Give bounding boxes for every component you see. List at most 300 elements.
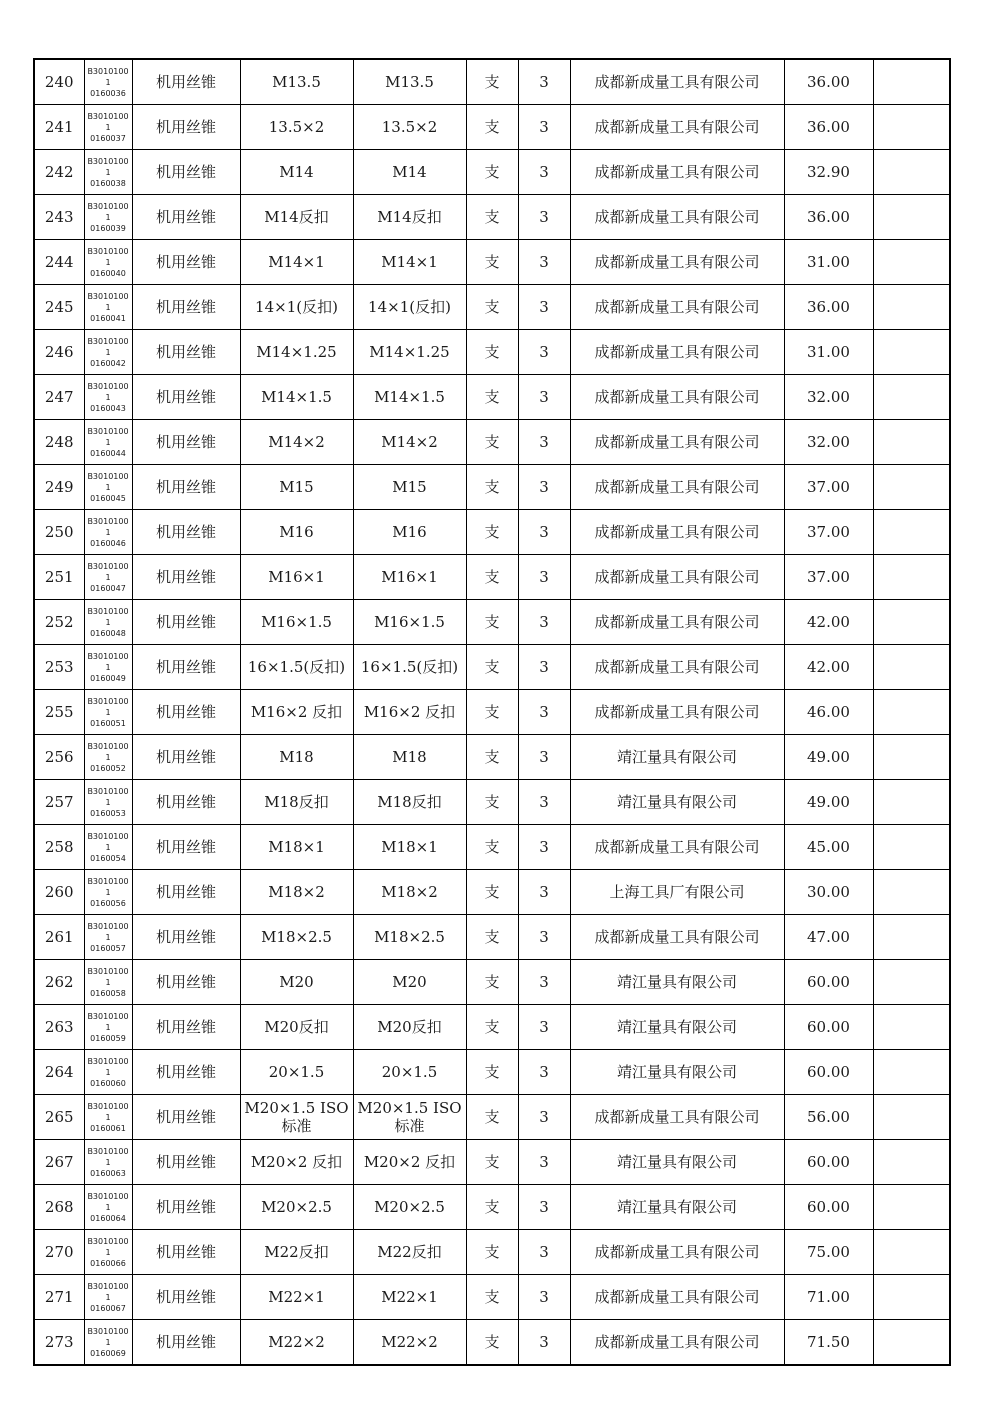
- material-code-line: B30101001: [87, 1101, 129, 1122]
- material-code-line: 0160059: [90, 1033, 126, 1043]
- table-row: [34, 555, 950, 600]
- cell-unit-price: 32.00: [784, 375, 873, 420]
- table-row: [34, 1230, 950, 1275]
- cell-seq-no: 243: [34, 195, 84, 240]
- cell-manufacturer: 成都新成量工具有限公司: [570, 330, 784, 375]
- cell-unit-price: 31.00: [784, 330, 873, 375]
- material-code-line: 0160049: [90, 673, 126, 683]
- cell-material-code: [84, 105, 132, 150]
- cell-product-name: 机用丝锥: [132, 960, 240, 1005]
- cell-model: M14×1.5: [353, 375, 466, 420]
- cell-seq-no: 252: [34, 600, 84, 645]
- cell-remarks: [873, 195, 950, 240]
- cell-spec: 20×1.5: [240, 1050, 353, 1095]
- cell-material-code: [84, 825, 132, 870]
- material-code-line: 0160064: [90, 1213, 126, 1223]
- cell-seq-no: 265: [34, 1095, 84, 1140]
- cell-spec: 13.5×2: [240, 105, 353, 150]
- cell-quantity: 3: [518, 600, 570, 645]
- cell-unit-price: 71.50: [784, 1320, 873, 1366]
- cell-product-name: 机用丝锥: [132, 420, 240, 465]
- cell-product-name: 机用丝锥: [132, 59, 240, 105]
- cell-quantity: 3: [518, 645, 570, 690]
- cell-quantity: 3: [518, 735, 570, 780]
- cell-unit: 支: [466, 1230, 518, 1275]
- cell-unit-price: 37.00: [784, 465, 873, 510]
- cell-quantity: 3: [518, 1185, 570, 1230]
- material-code-line: 0160046: [90, 538, 126, 548]
- cell-material-code: [84, 690, 132, 735]
- table-row: [34, 420, 950, 465]
- cell-material-code: [84, 150, 132, 195]
- cell-product-name: 机用丝锥: [132, 1005, 240, 1050]
- cell-remarks: [873, 150, 950, 195]
- table-row: [34, 59, 950, 105]
- material-code-line: B30101001: [87, 111, 129, 132]
- cell-material-code: [84, 420, 132, 465]
- cell-seq-no: 264: [34, 1050, 84, 1095]
- cell-manufacturer: 成都新成量工具有限公司: [570, 150, 784, 195]
- cell-unit-price: 60.00: [784, 1050, 873, 1095]
- cell-unit: 支: [466, 195, 518, 240]
- cell-quantity: 3: [518, 1230, 570, 1275]
- cell-product-name: 机用丝锥: [132, 555, 240, 600]
- cell-model: M14反扣: [353, 195, 466, 240]
- material-code-line: B30101001: [87, 381, 129, 402]
- cell-manufacturer: 成都新成量工具有限公司: [570, 240, 784, 285]
- cell-spec: M18×2.5: [240, 915, 353, 960]
- cell-model: M16×1.5: [353, 600, 466, 645]
- cell-spec: M14×2: [240, 420, 353, 465]
- table-row: [34, 600, 950, 645]
- cell-material-code: [84, 195, 132, 240]
- cell-quantity: 3: [518, 420, 570, 465]
- cell-unit: 支: [466, 555, 518, 600]
- cell-remarks: [873, 105, 950, 150]
- material-code-line: B30101001: [87, 66, 129, 87]
- table-row: [34, 645, 950, 690]
- cell-seq-no: 246: [34, 330, 84, 375]
- table-row: [34, 1275, 950, 1320]
- cell-unit: 支: [466, 330, 518, 375]
- cell-unit-price: 36.00: [784, 195, 873, 240]
- cell-unit-price: 56.00: [784, 1095, 873, 1140]
- cell-unit-price: 46.00: [784, 690, 873, 735]
- table-row: [34, 105, 950, 150]
- cell-seq-no: 240: [34, 59, 84, 105]
- material-code-line: B30101001: [87, 336, 129, 357]
- cell-spec: M20反扣: [240, 1005, 353, 1050]
- cell-unit: 支: [466, 825, 518, 870]
- cell-material-code: [84, 555, 132, 600]
- material-code-line: B30101001: [87, 1326, 129, 1347]
- cell-spec: M16: [240, 510, 353, 555]
- cell-quantity: 3: [518, 195, 570, 240]
- cell-model: M18: [353, 735, 466, 780]
- material-code-line: 0160042: [90, 358, 126, 368]
- cell-material-code: [84, 1095, 132, 1140]
- cell-unit: 支: [466, 1095, 518, 1140]
- table-row: [34, 825, 950, 870]
- cell-spec: M18×2: [240, 870, 353, 915]
- cell-spec: M14×1.5: [240, 375, 353, 420]
- cell-material-code: [84, 510, 132, 555]
- cell-unit-price: 75.00: [784, 1230, 873, 1275]
- material-code-line: 0160056: [90, 898, 126, 908]
- cell-quantity: 3: [518, 825, 570, 870]
- cell-spec: M14: [240, 150, 353, 195]
- material-code-line: 0160047: [90, 583, 126, 593]
- cell-spec: M16×2 反扣: [240, 690, 353, 735]
- cell-unit-price: 71.00: [784, 1275, 873, 1320]
- material-code-line: 0160045: [90, 493, 126, 503]
- cell-seq-no: 255: [34, 690, 84, 735]
- cell-model: M14×2: [353, 420, 466, 465]
- cell-quantity: 3: [518, 1050, 570, 1095]
- cell-seq-no: 251: [34, 555, 84, 600]
- cell-quantity: 3: [518, 1095, 570, 1140]
- cell-seq-no: 250: [34, 510, 84, 555]
- cell-manufacturer: 成都新成量工具有限公司: [570, 1095, 784, 1140]
- cell-product-name: 机用丝锥: [132, 825, 240, 870]
- cell-remarks: [873, 960, 950, 1005]
- cell-seq-no: 267: [34, 1140, 84, 1185]
- table-row: [34, 1005, 950, 1050]
- cell-remarks: [873, 465, 950, 510]
- cell-model: M13.5: [353, 59, 466, 105]
- cell-quantity: 3: [518, 1005, 570, 1050]
- material-code-line: 0160036: [90, 88, 126, 98]
- cell-seq-no: 273: [34, 1320, 84, 1366]
- cell-quantity: 3: [518, 1275, 570, 1320]
- cell-manufacturer: 成都新成量工具有限公司: [570, 195, 784, 240]
- cell-manufacturer: 成都新成量工具有限公司: [570, 1275, 784, 1320]
- cell-product-name: 机用丝锥: [132, 330, 240, 375]
- table-row: [34, 465, 950, 510]
- cell-unit-price: 32.90: [784, 150, 873, 195]
- cell-product-name: 机用丝锥: [132, 465, 240, 510]
- cell-unit-price: 47.00: [784, 915, 873, 960]
- cell-remarks: [873, 1140, 950, 1185]
- cell-material-code: [84, 1005, 132, 1050]
- cell-manufacturer: 靖江量具有限公司: [570, 1050, 784, 1095]
- cell-manufacturer: 靖江量具有限公司: [570, 1140, 784, 1185]
- cell-product-name: 机用丝锥: [132, 1275, 240, 1320]
- cell-manufacturer: 成都新成量工具有限公司: [570, 420, 784, 465]
- cell-seq-no: 248: [34, 420, 84, 465]
- cell-material-code: [84, 1275, 132, 1320]
- material-code-line: B30101001: [87, 1011, 129, 1032]
- cell-unit: 支: [466, 105, 518, 150]
- cell-spec: M16×1.5: [240, 600, 353, 645]
- cell-material-code: [84, 1140, 132, 1185]
- cell-product-name: 机用丝锥: [132, 735, 240, 780]
- cell-material-code: [84, 375, 132, 420]
- cell-manufacturer: 成都新成量工具有限公司: [570, 690, 784, 735]
- cell-remarks: [873, 1005, 950, 1050]
- cell-quantity: 3: [518, 150, 570, 195]
- material-code-line: 0160044: [90, 448, 126, 458]
- cell-spec: M18反扣: [240, 780, 353, 825]
- cell-model: M18×2.5: [353, 915, 466, 960]
- cell-remarks: [873, 555, 950, 600]
- cell-seq-no: 256: [34, 735, 84, 780]
- cell-unit: 支: [466, 600, 518, 645]
- cell-manufacturer: 成都新成量工具有限公司: [570, 915, 784, 960]
- cell-model: M16: [353, 510, 466, 555]
- cell-remarks: [873, 1320, 950, 1366]
- cell-material-code: [84, 915, 132, 960]
- cell-quantity: 3: [518, 330, 570, 375]
- cell-product-name: 机用丝锥: [132, 1050, 240, 1095]
- cell-product-name: 机用丝锥: [132, 105, 240, 150]
- cell-manufacturer: 上海工具厂有限公司: [570, 870, 784, 915]
- cell-manufacturer: 靖江量具有限公司: [570, 1185, 784, 1230]
- cell-remarks: [873, 330, 950, 375]
- material-code-line: B30101001: [87, 1191, 129, 1212]
- cell-material-code: [84, 735, 132, 780]
- table-row: [34, 375, 950, 420]
- cell-seq-no: 262: [34, 960, 84, 1005]
- table-row: [34, 1095, 950, 1140]
- cell-model: M18×2: [353, 870, 466, 915]
- cell-material-code: [84, 1050, 132, 1095]
- cell-unit: 支: [466, 285, 518, 330]
- cell-unit: 支: [466, 1140, 518, 1185]
- material-code-line: 0160054: [90, 853, 126, 863]
- cell-product-name: 机用丝锥: [132, 150, 240, 195]
- cell-remarks: [873, 1050, 950, 1095]
- material-code-line: B30101001: [87, 696, 129, 717]
- cell-spec: M22反扣: [240, 1230, 353, 1275]
- table-row: [34, 1185, 950, 1230]
- cell-spec: M14反扣: [240, 195, 353, 240]
- table-row: [34, 690, 950, 735]
- cell-remarks: [873, 645, 950, 690]
- cell-unit-price: 49.00: [784, 735, 873, 780]
- cell-manufacturer: 靖江量具有限公司: [570, 780, 784, 825]
- cell-model: M16×2 反扣: [353, 690, 466, 735]
- cell-quantity: 3: [518, 690, 570, 735]
- cell-manufacturer: 靖江量具有限公司: [570, 1005, 784, 1050]
- cell-seq-no: 253: [34, 645, 84, 690]
- cell-unit-price: 42.00: [784, 645, 873, 690]
- cell-remarks: [873, 1230, 950, 1275]
- cell-material-code: [84, 285, 132, 330]
- cell-manufacturer: 成都新成量工具有限公司: [570, 645, 784, 690]
- material-code-line: 0160061: [90, 1123, 126, 1133]
- cell-product-name: 机用丝锥: [132, 375, 240, 420]
- cell-material-code: [84, 240, 132, 285]
- material-code-line: 0160051: [90, 718, 126, 728]
- cell-remarks: [873, 870, 950, 915]
- material-code-line: B30101001: [87, 1281, 129, 1302]
- cell-remarks: [873, 735, 950, 780]
- cell-unit-price: 45.00: [784, 825, 873, 870]
- cell-manufacturer: 成都新成量工具有限公司: [570, 600, 784, 645]
- material-code-line: B30101001: [87, 831, 129, 852]
- cell-unit: 支: [466, 690, 518, 735]
- cell-quantity: 3: [518, 375, 570, 420]
- cell-model: 16×1.5(反扣): [353, 645, 466, 690]
- cell-unit-price: 32.00: [784, 420, 873, 465]
- cell-unit: 支: [466, 780, 518, 825]
- cell-material-code: [84, 330, 132, 375]
- cell-spec: 14×1(反扣): [240, 285, 353, 330]
- material-code-line: B30101001: [87, 1056, 129, 1077]
- cell-quantity: 3: [518, 105, 570, 150]
- cell-material-code: [84, 600, 132, 645]
- cell-seq-no: 257: [34, 780, 84, 825]
- cell-unit-price: 49.00: [784, 780, 873, 825]
- cell-quantity: 3: [518, 59, 570, 105]
- cell-manufacturer: 成都新成量工具有限公司: [570, 555, 784, 600]
- material-code-line: 0160063: [90, 1168, 126, 1178]
- material-code-line: 0160052: [90, 763, 126, 773]
- cell-remarks: [873, 600, 950, 645]
- cell-quantity: 3: [518, 870, 570, 915]
- cell-seq-no: 268: [34, 1185, 84, 1230]
- cell-remarks: [873, 915, 950, 960]
- cell-product-name: 机用丝锥: [132, 690, 240, 735]
- table-row: [34, 510, 950, 555]
- cell-unit-price: 36.00: [784, 105, 873, 150]
- cell-spec: M13.5: [240, 59, 353, 105]
- table-row: [34, 1050, 950, 1095]
- cell-material-code: [84, 59, 132, 105]
- table-row: [34, 330, 950, 375]
- material-code-line: 0160066: [90, 1258, 126, 1268]
- cell-product-name: 机用丝锥: [132, 870, 240, 915]
- cell-unit: 支: [466, 915, 518, 960]
- cell-seq-no: 249: [34, 465, 84, 510]
- cell-material-code: [84, 870, 132, 915]
- cell-model: M20×2.5: [353, 1185, 466, 1230]
- table-row: [34, 1320, 950, 1366]
- cell-model: M16×1: [353, 555, 466, 600]
- material-code-line: B30101001: [87, 606, 129, 627]
- cell-unit-price: 37.00: [784, 510, 873, 555]
- material-code-line: B30101001: [87, 966, 129, 987]
- cell-remarks: [873, 510, 950, 555]
- cell-material-code: [84, 780, 132, 825]
- cell-model: M20×2 反扣: [353, 1140, 466, 1185]
- cell-model: M20反扣: [353, 1005, 466, 1050]
- material-code-line: B30101001: [87, 516, 129, 537]
- cell-product-name: 机用丝锥: [132, 1095, 240, 1140]
- cell-manufacturer: 成都新成量工具有限公司: [570, 59, 784, 105]
- cell-spec: M14×1.25: [240, 330, 353, 375]
- cell-remarks: [873, 690, 950, 735]
- cell-product-name: 机用丝锥: [132, 1185, 240, 1230]
- material-code-line: B30101001: [87, 786, 129, 807]
- cell-unit: 支: [466, 465, 518, 510]
- material-code-line: B30101001: [87, 201, 129, 222]
- cell-seq-no: 261: [34, 915, 84, 960]
- cell-quantity: 3: [518, 285, 570, 330]
- cell-unit: 支: [466, 1275, 518, 1320]
- cell-manufacturer: 成都新成量工具有限公司: [570, 1230, 784, 1275]
- cell-manufacturer: 成都新成量工具有限公司: [570, 510, 784, 555]
- cell-seq-no: 263: [34, 1005, 84, 1050]
- cell-product-name: 机用丝锥: [132, 240, 240, 285]
- cell-unit: 支: [466, 1050, 518, 1095]
- cell-unit: 支: [466, 150, 518, 195]
- cell-seq-no: 270: [34, 1230, 84, 1275]
- cell-model: M15: [353, 465, 466, 510]
- cell-quantity: 3: [518, 510, 570, 555]
- cell-manufacturer: 成都新成量工具有限公司: [570, 375, 784, 420]
- material-code-line: 0160037: [90, 133, 126, 143]
- table-row: [34, 195, 950, 240]
- cell-model: M20: [353, 960, 466, 1005]
- cell-product-name: 机用丝锥: [132, 1320, 240, 1366]
- cell-unit: 支: [466, 240, 518, 285]
- cell-spec: M14×1: [240, 240, 353, 285]
- cell-unit: 支: [466, 1320, 518, 1366]
- material-code-line: 0160060: [90, 1078, 126, 1088]
- cell-remarks: [873, 59, 950, 105]
- cell-unit: 支: [466, 510, 518, 555]
- cell-product-name: 机用丝锥: [132, 195, 240, 240]
- cell-unit: 支: [466, 375, 518, 420]
- material-code-line: 0160058: [90, 988, 126, 998]
- cell-spec: M15: [240, 465, 353, 510]
- cell-material-code: [84, 960, 132, 1005]
- cell-quantity: 3: [518, 1140, 570, 1185]
- cell-remarks: [873, 1275, 950, 1320]
- material-code-line: B30101001: [87, 741, 129, 762]
- cell-remarks: [873, 1185, 950, 1230]
- cell-model: 13.5×2: [353, 105, 466, 150]
- cell-spec: M18×1: [240, 825, 353, 870]
- material-code-line: 0160057: [90, 943, 126, 953]
- cell-model: M18反扣: [353, 780, 466, 825]
- cell-model: 14×1(反扣): [353, 285, 466, 330]
- cell-material-code: [84, 645, 132, 690]
- cell-unit: 支: [466, 870, 518, 915]
- cell-unit-price: 31.00: [784, 240, 873, 285]
- material-code-line: 0160067: [90, 1303, 126, 1313]
- cell-remarks: [873, 420, 950, 465]
- table-row: [34, 1140, 950, 1185]
- cell-quantity: 3: [518, 240, 570, 285]
- cell-product-name: 机用丝锥: [132, 1230, 240, 1275]
- cell-model: M22反扣: [353, 1230, 466, 1275]
- table-row: [34, 915, 950, 960]
- table-row: [34, 960, 950, 1005]
- cell-spec: M22×1: [240, 1275, 353, 1320]
- cell-model: M14×1: [353, 240, 466, 285]
- cell-unit-price: 30.00: [784, 870, 873, 915]
- cell-product-name: 机用丝锥: [132, 600, 240, 645]
- cell-spec: M20×2.5: [240, 1185, 353, 1230]
- cell-seq-no: 271: [34, 1275, 84, 1320]
- cell-spec: M20×1.5 ISO标准: [240, 1095, 353, 1140]
- cell-model: M14×1.25: [353, 330, 466, 375]
- material-code-line: 0160039: [90, 223, 126, 233]
- cell-remarks: [873, 825, 950, 870]
- cell-seq-no: 244: [34, 240, 84, 285]
- cell-remarks: [873, 240, 950, 285]
- cell-manufacturer: 成都新成量工具有限公司: [570, 1320, 784, 1366]
- table-body: [34, 59, 950, 1365]
- cell-spec: M18: [240, 735, 353, 780]
- cell-model: M14: [353, 150, 466, 195]
- cell-unit: 支: [466, 735, 518, 780]
- cell-unit-price: 60.00: [784, 1140, 873, 1185]
- material-code-line: 0160038: [90, 178, 126, 188]
